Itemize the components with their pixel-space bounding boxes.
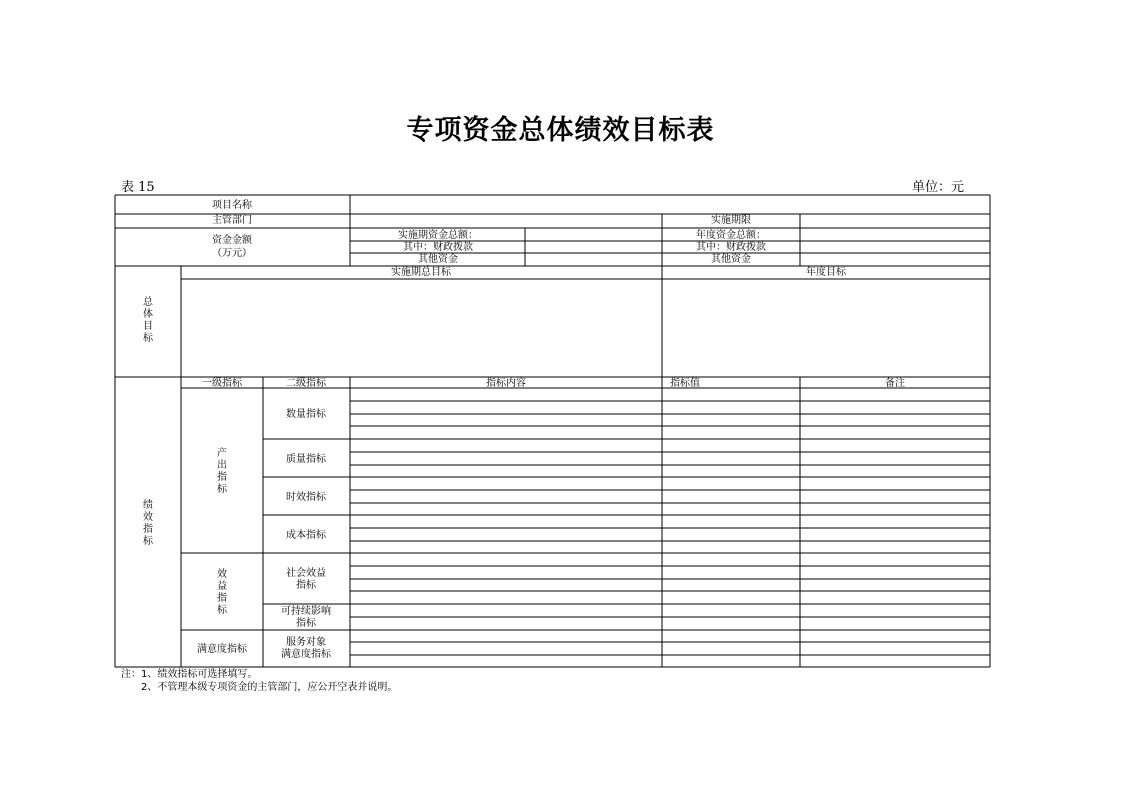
svg-text:指: 指 [217, 593, 227, 604]
svg-text:指: 指 [143, 524, 153, 535]
annual-target-header: 年度目标 [806, 267, 846, 278]
fiscal-funds-label: 其中：财政拨款 [403, 242, 473, 253]
quantity-indicator-label: 数量指标 [286, 409, 326, 420]
note-1: 注：1、绩效指标可选择填写。 [121, 669, 258, 680]
note-2: 2、不管理本级专项资金的主管部门，应公开空表并说明。 [141, 682, 398, 693]
output-indicator-label [217, 446, 228, 495]
svg-text:产: 产 [217, 448, 227, 459]
period-label: 实施期限 [711, 215, 751, 226]
table-notes [121, 668, 397, 694]
funds-unit-label: （万元） [212, 248, 252, 259]
table-number: 表 15 [121, 180, 155, 195]
svg-text:出: 出 [217, 460, 227, 471]
other-funds-label: 其他资金 [418, 254, 458, 265]
sustain-impact-label-line1: 可持续影响 [281, 606, 331, 617]
page-title: 专项资金总体绩效目标表 [406, 115, 715, 146]
svg-text:标: 标 [217, 605, 227, 616]
annual-other-label: 其他资金 [711, 254, 751, 265]
level2-header: 二级指标 [286, 378, 326, 389]
funds-label: 资金金额 [212, 235, 252, 246]
remark-header: 备注 [885, 378, 905, 389]
benefit-indicator-label [217, 567, 228, 616]
table-grid-lines [115, 195, 990, 667]
total-funds-label: 实施期资金总额： [398, 230, 478, 241]
service-satisfaction-label-line1: 服务对象 [286, 637, 326, 648]
svg-text:总: 总 [143, 297, 153, 308]
satisfaction-indicator-label: 满意度指标 [197, 644, 247, 655]
svg-text:目: 目 [143, 321, 153, 332]
svg-text:标: 标 [143, 536, 153, 547]
svg-text:效: 效 [143, 512, 153, 523]
overall-target-label [143, 295, 154, 344]
department-label: 主管部门 [212, 215, 252, 226]
svg-text:效: 效 [217, 569, 227, 580]
social-benefit-label-line2: 指标 [296, 580, 316, 591]
annual-funds-label: 年度资金总额： [696, 230, 766, 241]
service-satisfaction-label-line2: 满意度指标 [281, 649, 331, 660]
quality-indicator-label: 质量指标 [286, 454, 326, 465]
svg-text:指: 指 [217, 472, 227, 483]
content-header: 指标内容 [486, 378, 526, 389]
social-benefit-label-line1: 社会效益 [286, 568, 326, 579]
performance-label [143, 498, 154, 547]
annual-fiscal-label: 其中：财政拨款 [696, 242, 766, 253]
project-name-label: 项目名称 [212, 200, 252, 211]
level1-header: 一级指标 [202, 378, 242, 389]
sustain-impact-label-line2: 指标 [296, 618, 316, 629]
unit-label: 单位：元 [912, 180, 965, 195]
svg-text:绩: 绩 [143, 500, 153, 511]
period-target-header: 实施期总目标 [391, 267, 451, 278]
svg-text:体: 体 [143, 309, 153, 320]
svg-text:标: 标 [143, 333, 153, 344]
svg-text:标: 标 [217, 484, 227, 495]
timeliness-indicator-label: 时效指标 [286, 492, 326, 503]
value-header: 指标值 [670, 378, 700, 389]
svg-text:益: 益 [217, 581, 227, 592]
cost-indicator-label: 成本指标 [286, 530, 326, 541]
